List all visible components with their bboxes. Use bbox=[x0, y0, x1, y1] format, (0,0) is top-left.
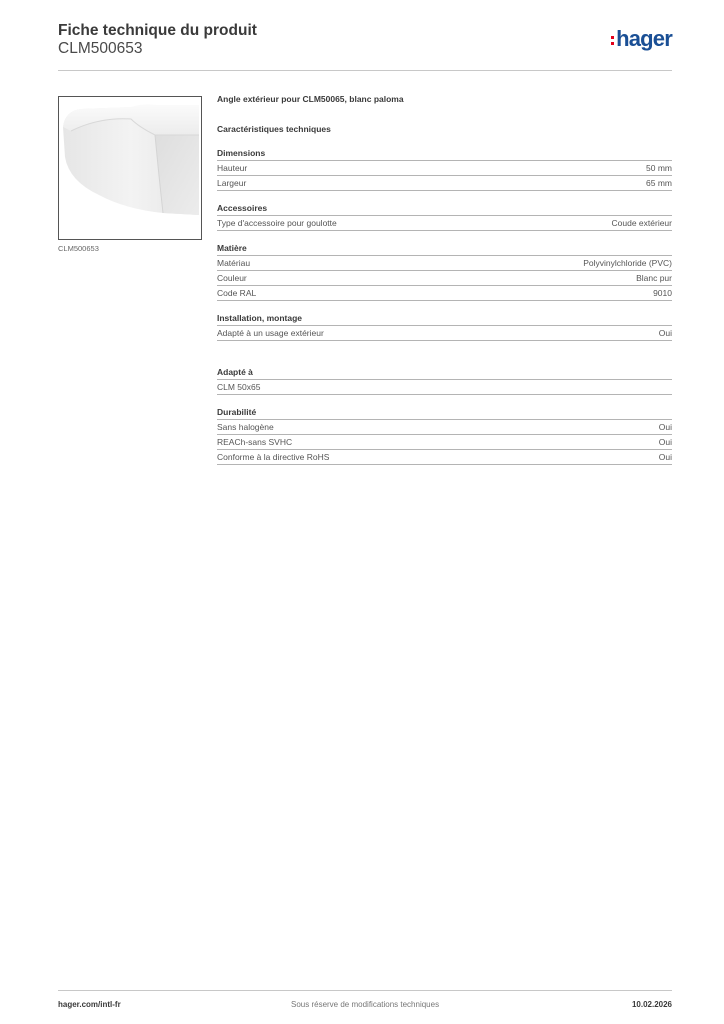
technical-characteristics-heading: Caractéristiques techniques bbox=[217, 124, 331, 134]
spec-row bbox=[217, 216, 672, 231]
page-header bbox=[58, 22, 672, 71]
group-title: Durabilité bbox=[217, 405, 672, 420]
spec-label: Largeur bbox=[217, 178, 247, 188]
group-title: Dimensions bbox=[217, 146, 672, 161]
group-title: Installation, montage bbox=[217, 311, 672, 326]
footer-website-link[interactable]: hager.com/intl-fr bbox=[58, 1000, 121, 1009]
group-title: Accessoires bbox=[217, 201, 672, 216]
footer-notice: Sous réserve de modifications techniques bbox=[291, 1000, 440, 1009]
group-title: Matière bbox=[217, 241, 672, 256]
spec-label: Type d'accessoire pour goulotte bbox=[217, 218, 337, 228]
spec-value: Blanc pur bbox=[636, 273, 672, 283]
logo-dots-icon bbox=[611, 36, 614, 45]
spec-value: Coude extérieur bbox=[611, 218, 672, 228]
spec-group-material bbox=[217, 241, 672, 301]
spec-value: 65 mm bbox=[646, 178, 672, 188]
spec-group-installation bbox=[217, 311, 672, 341]
spec-row bbox=[217, 326, 672, 341]
spec-label: CLM 50x65 bbox=[217, 382, 261, 392]
spec-label: Adapté à un usage extérieur bbox=[217, 328, 324, 338]
spec-row bbox=[217, 380, 672, 395]
spec-group-accessories bbox=[217, 201, 672, 231]
spec-value: Oui bbox=[658, 422, 672, 432]
spec-group-durability bbox=[217, 405, 672, 465]
spec-row bbox=[217, 420, 672, 435]
product-reference: CLM500653 bbox=[58, 40, 143, 57]
document-title: Fiche technique du produit bbox=[58, 22, 257, 39]
spec-value: Polyvinylchloride (PVC) bbox=[583, 258, 672, 268]
spec-label: Hauteur bbox=[217, 163, 248, 173]
spec-value: Oui bbox=[658, 452, 672, 462]
spec-value: 9010 bbox=[653, 288, 672, 298]
page-footer bbox=[58, 990, 672, 1015]
spec-value: 50 mm bbox=[646, 163, 672, 173]
spec-value: Oui bbox=[658, 437, 672, 447]
spec-row bbox=[217, 161, 672, 176]
spec-label: REACh-sans SVHC bbox=[217, 437, 293, 447]
spec-label: Conforme à la directive RoHS bbox=[217, 452, 330, 462]
spec-label: Couleur bbox=[217, 273, 247, 283]
spec-label: Sans halogène bbox=[217, 422, 274, 432]
spec-group-dimensions bbox=[217, 146, 672, 191]
corner-piece-illustration bbox=[59, 97, 201, 239]
product-specs bbox=[217, 92, 672, 465]
spec-row bbox=[217, 435, 672, 450]
product-description: Angle extérieur pour CLM50065, blanc paloma bbox=[217, 94, 404, 104]
logo-text: hager bbox=[616, 26, 672, 51]
spec-row bbox=[217, 286, 672, 301]
product-image bbox=[58, 96, 202, 240]
spec-row bbox=[217, 176, 672, 191]
spec-label: Matériau bbox=[217, 258, 251, 268]
image-caption: CLM500653 bbox=[58, 244, 99, 253]
hager-logo bbox=[611, 26, 672, 52]
spec-group-compatible bbox=[217, 365, 672, 395]
group-title: Adapté à bbox=[217, 365, 672, 380]
footer-date: 10.02.2026 bbox=[631, 1000, 672, 1009]
spec-value: Oui bbox=[658, 328, 672, 338]
spec-label: Code RAL bbox=[217, 288, 257, 298]
spec-row bbox=[217, 256, 672, 271]
spec-row bbox=[217, 271, 672, 286]
spec-row bbox=[217, 450, 672, 465]
